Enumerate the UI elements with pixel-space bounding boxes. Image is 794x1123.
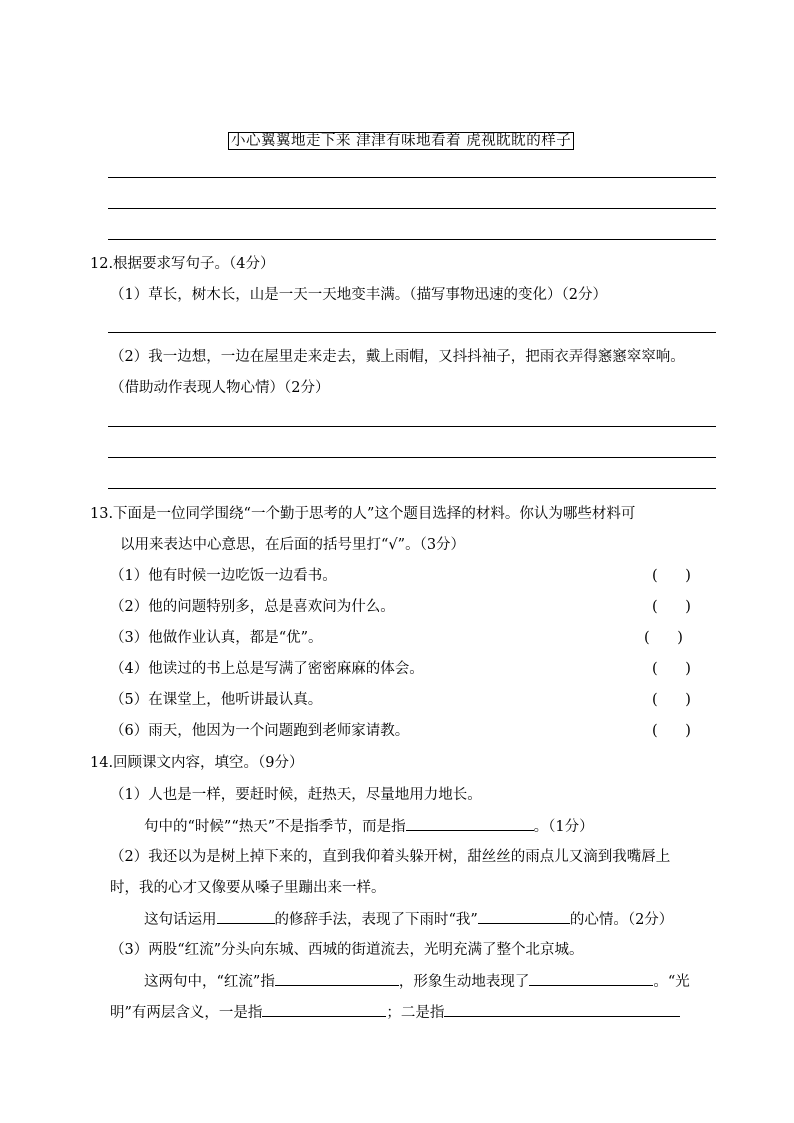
q13-title-cont: 以用来表达中心意思，在后面的括号里打“√”。（3分） bbox=[120, 537, 466, 553]
answer-line[interactable] bbox=[108, 457, 716, 458]
answer-line[interactable] bbox=[108, 208, 716, 209]
q12-title: 12.根据要求写句子。（4分） bbox=[90, 256, 275, 272]
q14-part2-text-a: 这句话运用 bbox=[144, 912, 217, 928]
q14-part3-question bbox=[144, 971, 690, 992]
answer-line[interactable] bbox=[108, 426, 716, 427]
q14-part3-text-d: 明”有两层含义，一是指 bbox=[110, 1005, 263, 1021]
q13-option: （4）他读过的书上总是写满了密密麻麻的体会。 bbox=[110, 661, 424, 677]
q13-answer-paren[interactable]: ( ) bbox=[652, 661, 691, 677]
q13-option: （5）在课堂上，他听讲最认真。 bbox=[110, 692, 323, 708]
q14-part3-sentence: （3）两股“红流”分头向东城、西城的街道流去，光明充满了整个北京城。 bbox=[110, 942, 584, 958]
q14-part1-question bbox=[144, 816, 594, 837]
q14-part1-sentence: （1）人也是一样，要赶时候，赶热天，尽量地用力地长。 bbox=[110, 787, 482, 803]
q14-part3-text-c: 。“光 bbox=[653, 974, 690, 990]
q14-part2-text-c: 的心情。（2分） bbox=[569, 912, 674, 928]
q14-title: 14.回顾课文内容，填空。（9分） bbox=[90, 755, 304, 771]
q14-part1-text: 句中的“时候”“热天”不是指季节，而是指 bbox=[144, 819, 406, 835]
fill-blank[interactable] bbox=[217, 909, 275, 924]
q13-option: （3）他做作业认真，都是“优”。 bbox=[110, 630, 323, 646]
q14-part3-text-b: ，形象生动地表现了 bbox=[398, 974, 530, 990]
q13-option: （6）雨天，他因为一个问题跑到老师家请教。 bbox=[110, 723, 410, 739]
q14-part2-question bbox=[144, 909, 673, 930]
answer-line[interactable] bbox=[108, 332, 716, 333]
word-box bbox=[228, 131, 574, 151]
q13-title: 13.下面是一位同学围绕“一个勤于思考的人”这个题目选择的材料。你认为哪些材料可 bbox=[90, 506, 636, 522]
q13-answer-paren[interactable]: ( ) bbox=[652, 723, 691, 739]
answer-line[interactable] bbox=[108, 239, 716, 240]
fill-blank[interactable] bbox=[406, 816, 534, 831]
fill-blank[interactable] bbox=[444, 1002, 680, 1017]
q13-answer-paren[interactable]: ( ) bbox=[644, 630, 683, 646]
answer-line[interactable] bbox=[108, 488, 716, 489]
q13-answer-paren[interactable]: ( ) bbox=[652, 692, 691, 708]
answer-line[interactable] bbox=[108, 177, 716, 178]
q12-item-2-note: （借助动作表现人物心情）（2分） bbox=[110, 380, 330, 396]
word-box-text: 小心翼翼地走下来 津津有味地看着 虎视眈眈的样子 bbox=[228, 132, 574, 150]
fill-blank[interactable] bbox=[529, 971, 653, 986]
q13-option: （2）他的问题特别多，总是喜欢问为什么。 bbox=[110, 599, 395, 615]
q13-answer-paren[interactable]: ( ) bbox=[652, 568, 691, 584]
q13-option: （1）他有时候一边吃饭一边看书。 bbox=[110, 568, 337, 584]
q14-part3-text-e: ；二是指 bbox=[386, 1005, 445, 1021]
q14-part1-score: 。（1分） bbox=[533, 819, 594, 835]
q14-part3-text-a: 这两句中，“红流”指 bbox=[144, 974, 275, 990]
q14-part2-text-b: 的修辞手法，表现了下雨时“我” bbox=[274, 912, 478, 928]
q13-answer-paren[interactable]: ( ) bbox=[652, 599, 691, 615]
q14-part3-question-cont bbox=[110, 1002, 680, 1023]
fill-blank[interactable] bbox=[275, 971, 399, 986]
q12-item-1: （1）草长，树木长，山是一天一天地变丰满。（描写事物迅速的变化）（2分） bbox=[110, 287, 607, 303]
fill-blank[interactable] bbox=[262, 1002, 386, 1017]
q12-item-2: （2）我一边想，一边在屋里走来走去，戴上雨帽，又抖抖袖子，把雨衣弄得窸窸窣窣响。 bbox=[110, 349, 685, 365]
fill-blank[interactable] bbox=[478, 909, 570, 924]
q14-part2-sentence: （2）我还以为是树上掉下来的，直到我仰着头躲开树，甜丝丝的雨点儿又滴到我嘴唇上 bbox=[110, 849, 671, 865]
q14-part2-sentence-cont: 时，我的心才又像要从嗓子里蹦出来一样。 bbox=[110, 880, 386, 896]
